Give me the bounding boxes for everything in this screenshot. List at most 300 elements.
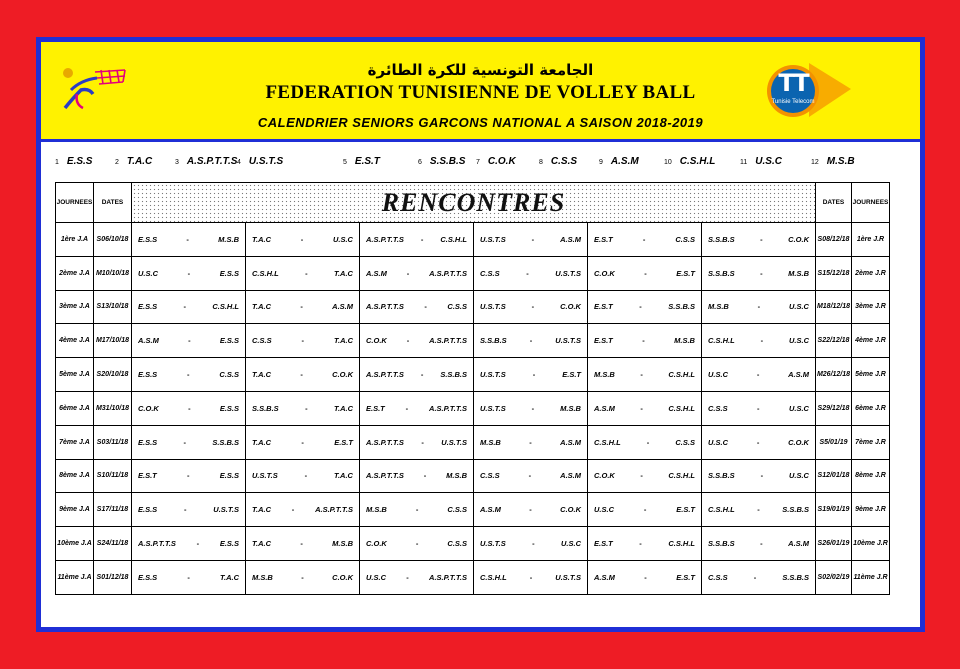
team-abbr: A.S.M [610, 156, 639, 167]
match [702, 573, 815, 582]
date-retour-cell: S5/01/19 [816, 425, 852, 459]
match-separator: - [301, 437, 304, 447]
home-team: T.A.C [252, 234, 272, 244]
table-header-row [56, 183, 890, 223]
match-cell [474, 425, 588, 459]
home-team: M.S.B [366, 505, 387, 515]
match-separator: - [196, 539, 200, 549]
away-team: U.S.T.S [555, 572, 581, 582]
match-separator: - [183, 302, 186, 312]
away-team: E.S.T [676, 572, 695, 582]
match-cell [588, 391, 702, 425]
away-team: T.A.C [219, 572, 239, 582]
match [132, 539, 245, 548]
team-entry [55, 156, 92, 167]
match [360, 336, 473, 345]
team-entry [343, 156, 380, 167]
match-cell [132, 358, 246, 392]
away-team: C.O.K [788, 234, 809, 244]
away-team: C.O.K [332, 370, 353, 380]
match [474, 336, 587, 345]
away-team: U.S.C [332, 234, 353, 244]
away-team: S.S.B.S [440, 370, 467, 380]
date-retour-cell: M18/12/18 [816, 290, 852, 324]
home-team: M.S.B [594, 370, 615, 380]
match-cell [246, 358, 360, 392]
match-separator: - [532, 370, 536, 380]
federation-title: FEDERATION TUNISIENNE DE VOLLEY BALL [265, 82, 696, 103]
away-team: C.O.K [332, 572, 353, 582]
match-separator: - [531, 234, 535, 244]
home-team: E.S.T [366, 403, 385, 413]
journee-aller-cell: 7ème J.A [56, 425, 94, 459]
match-separator: - [640, 471, 643, 481]
team-entry [740, 156, 782, 167]
match-cell [246, 391, 360, 425]
date-aller-cell: S01/12/18 [94, 560, 132, 594]
match-cell [246, 223, 360, 257]
away-team: A.S.M [332, 302, 353, 312]
date-retour-cell: S26/01/19 [816, 527, 852, 561]
date-retour-cell: M26/12/18 [816, 358, 852, 392]
team-abbr: U.S.C [755, 156, 782, 167]
match-separator: - [757, 505, 760, 515]
match-separator: - [406, 336, 410, 346]
home-team: C.S.H.L [252, 268, 279, 278]
home-team: U.S.C [138, 268, 159, 278]
team-number: 12 [811, 159, 819, 166]
away-team: A.S.M [560, 234, 581, 244]
away-team: M.S.B [218, 234, 239, 244]
away-team: C.S.S [447, 505, 467, 515]
table-row [56, 290, 890, 324]
match-cell [360, 560, 474, 594]
match-cell [588, 560, 702, 594]
journee-retour-cell: 1ère J.R [852, 223, 890, 257]
rencontres-label: RENCONTRES [381, 187, 566, 217]
match [246, 404, 359, 413]
away-team: T.A.C [333, 268, 353, 278]
home-team: U.S.C [708, 370, 729, 380]
match [702, 370, 815, 379]
match-separator: - [528, 471, 532, 481]
date-aller-cell: M17/10/18 [94, 324, 132, 358]
match-cell [588, 527, 702, 561]
home-team: A.S.P.T.T.S [366, 471, 404, 481]
match [246, 539, 359, 548]
match-cell [360, 223, 474, 257]
away-team: C.S.S [675, 437, 695, 447]
team-abbr: T.A.C [126, 156, 153, 167]
match-cell [588, 425, 702, 459]
date-retour-cell: S02/02/19 [816, 560, 852, 594]
match [132, 573, 245, 582]
away-team: C.S.H.L [212, 302, 239, 312]
match [360, 235, 473, 244]
table-row [56, 527, 890, 561]
match-separator: - [420, 370, 424, 380]
match-separator: - [423, 471, 427, 481]
away-team: U.S.C [788, 403, 809, 413]
match [588, 370, 701, 379]
match [474, 438, 587, 447]
home-team: M.S.B [480, 437, 501, 447]
match [474, 573, 587, 582]
home-team: A.S.M [594, 572, 615, 582]
team-entry [237, 156, 283, 167]
match [360, 302, 473, 311]
match [474, 370, 587, 379]
match-cell [132, 425, 246, 459]
match [132, 269, 245, 278]
journee-retour-cell: 5ème J.R [852, 358, 890, 392]
match-cell [132, 391, 246, 425]
away-team: E.S.T [676, 268, 695, 278]
team-entry [175, 156, 237, 167]
journee-aller-cell: 11ème J.A [56, 560, 94, 594]
away-team: U.S.C [788, 336, 809, 346]
journee-retour-cell: 10ème J.R [852, 527, 890, 561]
away-team: E.S.S [219, 336, 239, 346]
match-cell [132, 324, 246, 358]
match-cell [474, 391, 588, 425]
match [702, 302, 815, 311]
match-separator: - [405, 403, 409, 413]
journee-retour-cell: 8ème J.R [852, 459, 890, 493]
home-team: S.S.B.S [708, 471, 735, 481]
match-separator: - [760, 539, 763, 549]
home-team: U.S.T.S [480, 302, 506, 312]
table-row [56, 560, 890, 594]
match [132, 336, 245, 345]
match-separator: - [304, 471, 308, 481]
match-cell [474, 459, 588, 493]
match-separator: - [756, 370, 760, 380]
journees-header: JOURNEES [56, 183, 94, 223]
tunisie-telecom-logo [763, 59, 855, 123]
match-cell [132, 223, 246, 257]
match-separator: - [415, 505, 419, 515]
match [702, 235, 815, 244]
match-cell [360, 391, 474, 425]
home-team: A.S.P.T.T.S [366, 234, 404, 244]
date-retour-cell: S15/12/18 [816, 256, 852, 290]
journee-retour-cell: 7ème J.R [852, 425, 890, 459]
team-abbr: E.S.T [354, 156, 380, 167]
away-team: C.S.H.L [668, 539, 695, 549]
away-team: E.S.S [219, 268, 239, 278]
home-team: U.S.T.S [480, 403, 506, 413]
match-separator: - [757, 302, 761, 312]
match-cell [132, 493, 246, 527]
match [246, 235, 359, 244]
journee-aller-cell: 10ème J.A [56, 527, 94, 561]
away-team: U.S.C [788, 302, 809, 312]
date-aller-cell: S13/10/18 [94, 290, 132, 324]
match [588, 505, 701, 514]
away-team: U.S.T.S [555, 268, 581, 278]
home-team: U.S.T.S [480, 539, 506, 549]
match [588, 404, 701, 413]
home-team: S.S.B.S [708, 268, 735, 278]
team-abbr: E.S.S [66, 156, 93, 167]
home-team: A.S.P.T.T.S [366, 370, 404, 380]
home-team: U.S.C [366, 572, 387, 582]
match-separator: - [753, 572, 757, 582]
home-team: C.S.S [708, 572, 728, 582]
match-cell [474, 223, 588, 257]
away-team: A.S.M [788, 539, 809, 549]
dates-header: DATES [94, 183, 132, 223]
journee-retour-cell: 9ème J.R [852, 493, 890, 527]
home-team: C.O.K [594, 471, 615, 481]
match [360, 471, 473, 480]
away-team: U.S.T.S [213, 505, 239, 515]
match [702, 404, 815, 413]
away-team: C.S.H.L [668, 471, 695, 481]
match [588, 269, 701, 278]
home-team: C.S.H.L [480, 572, 507, 582]
match-separator: - [424, 302, 427, 312]
match-cell [246, 256, 360, 290]
team-abbr: U.S.T.S [248, 156, 284, 167]
match [246, 370, 359, 379]
match-cell [246, 560, 360, 594]
match-cell [702, 527, 816, 561]
team-number: 4 [237, 159, 241, 166]
home-team: C.S.H.L [708, 336, 735, 346]
away-team: C.S.S [447, 539, 467, 549]
home-team: C.S.S [480, 268, 500, 278]
away-team: T.A.C [333, 471, 353, 481]
match-cell [246, 493, 360, 527]
away-team: M.S.B [332, 539, 353, 549]
match-cell [246, 324, 360, 358]
away-team: C.S.S [219, 370, 239, 380]
home-team: U.S.T.S [480, 370, 506, 380]
rencontres-header [132, 183, 816, 223]
away-team: A.S.P.T.T.S [315, 505, 353, 515]
match [588, 302, 701, 311]
match-cell [474, 358, 588, 392]
match-cell [702, 256, 816, 290]
home-team: E.S.S [138, 302, 158, 312]
team-entry [115, 156, 152, 167]
match-cell [702, 425, 816, 459]
home-team: E.S.T [594, 336, 613, 346]
team-number: 6 [418, 159, 422, 166]
journee-retour-cell: 6ème J.R [852, 391, 890, 425]
away-team: A.S.M [788, 370, 809, 380]
match-separator: - [642, 336, 645, 346]
match-separator: - [420, 234, 424, 244]
date-aller-cell: S17/11/18 [94, 493, 132, 527]
home-team: S.S.B.S [708, 234, 735, 244]
home-team: A.S.M [594, 403, 615, 413]
away-team: C.S.H.L [668, 370, 695, 380]
team-number: 5 [343, 159, 347, 166]
home-team: E.S.T [594, 234, 613, 244]
team-abbr: C.S.S [550, 156, 578, 167]
team-number: 8 [539, 159, 543, 166]
home-team: A.S.P.T.T.S [366, 302, 404, 312]
journee-aller-cell: 1ère J.A [56, 223, 94, 257]
team-abbr: S.S.B.S [429, 156, 466, 167]
match [246, 505, 359, 514]
match-cell [702, 459, 816, 493]
match-separator: - [186, 234, 189, 244]
home-team: E.S.S [138, 572, 158, 582]
match-separator: - [529, 336, 533, 346]
away-team: S.S.B.S [668, 302, 695, 312]
journees-return-header: JOURNEES [852, 183, 890, 223]
team-entry [599, 156, 639, 167]
match-separator: - [406, 572, 409, 582]
home-team: A.S.M [480, 505, 501, 515]
match-separator: - [529, 437, 532, 447]
match [702, 438, 815, 447]
date-retour-cell: S22/12/18 [816, 324, 852, 358]
team-list [55, 156, 905, 172]
match-cell [702, 391, 816, 425]
away-team: A.S.P.T.T.S [429, 268, 467, 278]
away-team: U.S.C [788, 471, 809, 481]
match-cell [132, 560, 246, 594]
match-cell [360, 290, 474, 324]
match-separator: - [643, 505, 647, 515]
home-team: E.S.S [138, 505, 158, 515]
home-team: E.S.S [138, 437, 158, 447]
match-separator: - [639, 302, 642, 312]
match-cell [474, 256, 588, 290]
dates-return-header: DATES [816, 183, 852, 223]
match-cell [474, 493, 588, 527]
away-team: U.S.C [560, 539, 581, 549]
match-cell [132, 527, 246, 561]
match [246, 302, 359, 311]
match-cell [702, 358, 816, 392]
match [132, 370, 245, 379]
match-cell [702, 290, 816, 324]
match-cell [588, 223, 702, 257]
away-team: T.A.C [333, 336, 353, 346]
match-cell [246, 527, 360, 561]
match-separator: - [760, 268, 763, 278]
match-separator: - [526, 268, 529, 278]
match-cell [588, 290, 702, 324]
match-separator: - [640, 403, 643, 413]
home-team: S.S.B.S [252, 403, 279, 413]
away-team: E.S.T [334, 437, 353, 447]
match-separator: - [531, 403, 535, 413]
match-separator: - [188, 336, 191, 346]
match-cell [132, 290, 246, 324]
away-team: U.S.T.S [555, 336, 581, 346]
table-row [56, 459, 890, 493]
away-team: E.S.T [562, 370, 581, 380]
match-cell [360, 493, 474, 527]
home-team: T.A.C [252, 302, 272, 312]
match-separator: - [640, 370, 643, 380]
match-separator: - [183, 437, 186, 447]
match [702, 471, 815, 480]
home-team: C.O.K [366, 336, 387, 346]
match [246, 269, 359, 278]
home-team: T.A.C [252, 539, 272, 549]
match [360, 573, 473, 582]
arabic-federation-title: الجامعة التونسية للكرة الطائرة [367, 61, 594, 79]
match-cell [588, 358, 702, 392]
match-separator: - [644, 268, 647, 278]
match-separator: - [291, 505, 295, 515]
match-separator: - [301, 572, 304, 582]
home-team: M.S.B [252, 572, 273, 582]
team-entry [811, 156, 855, 167]
match-separator: - [760, 336, 764, 346]
away-team: E.S.T [676, 505, 695, 515]
match-cell [588, 324, 702, 358]
team-abbr: A.S.P.T.T.S [186, 156, 238, 167]
date-retour-cell: S19/01/19 [816, 493, 852, 527]
match-separator: - [300, 370, 303, 380]
match-cell [132, 256, 246, 290]
match [246, 336, 359, 345]
team-number: 7 [476, 159, 480, 166]
away-team: M.S.B [446, 471, 467, 481]
team-entry [664, 156, 715, 167]
table-row [56, 256, 890, 290]
match-cell [588, 256, 702, 290]
home-team: C.O.K [366, 539, 387, 549]
match-separator: - [639, 539, 642, 549]
match-cell [246, 459, 360, 493]
match-separator: - [531, 302, 535, 312]
match-separator: - [305, 403, 308, 413]
match [132, 404, 245, 413]
away-team: C.O.K [788, 437, 809, 447]
match [702, 505, 815, 514]
match-separator: - [421, 437, 424, 447]
home-team: A.S.P.T.T.S [138, 539, 176, 549]
home-team: T.A.C [252, 370, 272, 380]
match-cell [702, 324, 816, 358]
match-separator: - [300, 539, 303, 549]
team-number: 2 [115, 159, 119, 166]
match-separator: - [305, 268, 308, 278]
journee-aller-cell: 4ème J.A [56, 324, 94, 358]
match-separator: - [757, 403, 760, 413]
journee-retour-cell: 2ème J.R [852, 256, 890, 290]
journee-aller-cell: 5ème J.A [56, 358, 94, 392]
match [702, 539, 815, 548]
home-team: E.S.T [594, 539, 613, 549]
away-team: A.S.P.T.T.S [429, 336, 467, 346]
match-cell [246, 425, 360, 459]
away-team: C.O.K [560, 505, 581, 515]
home-team: C.S.S [480, 471, 500, 481]
match-separator: - [532, 539, 535, 549]
home-team: E.S.T [594, 302, 613, 312]
match-cell [360, 256, 474, 290]
calendar-title: CALENDRIER SENIORS GARCONS NATIONAL A SAISON 2018-2019 [257, 115, 704, 130]
home-team: C.S.S [708, 403, 728, 413]
match-separator: - [187, 268, 191, 278]
match [474, 404, 587, 413]
match-cell [360, 324, 474, 358]
date-retour-cell: S08/12/18 [816, 223, 852, 257]
match [588, 471, 701, 480]
home-team: T.A.C [252, 437, 272, 447]
